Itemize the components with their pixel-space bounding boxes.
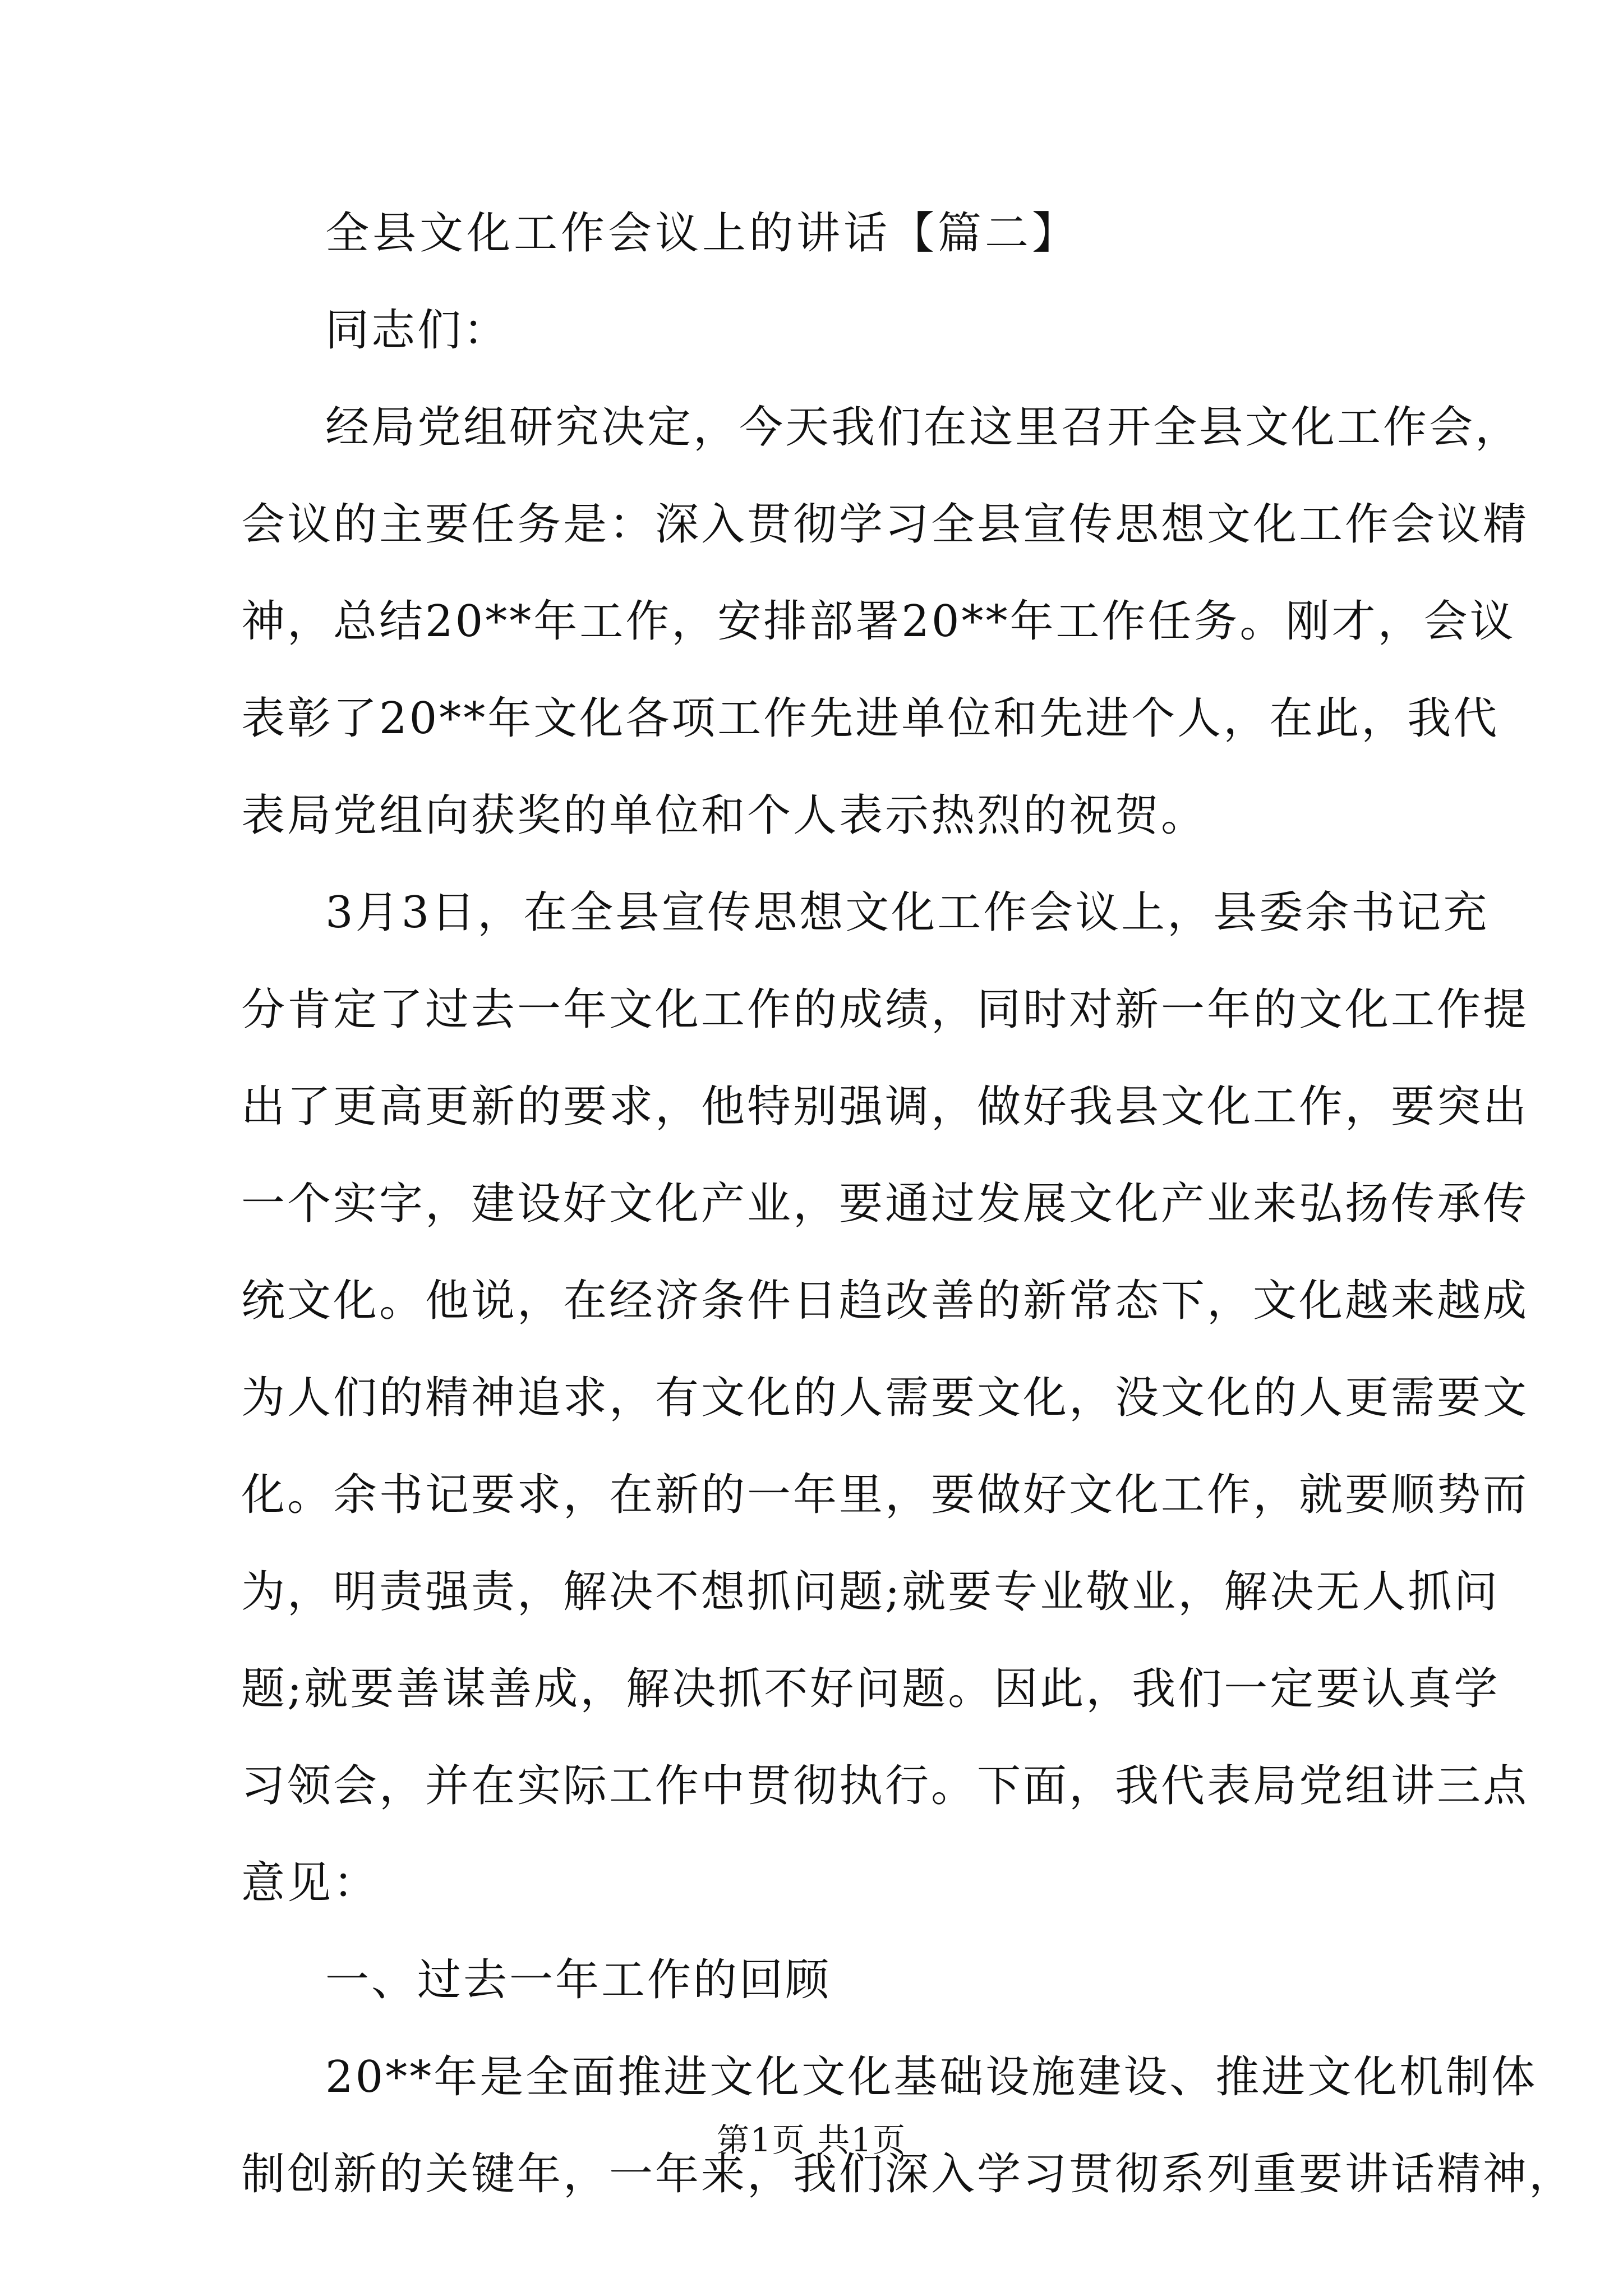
- paragraph-line: 一个实字，建设好文化产业，要通过发展文化产业来弘扬传承传: [241, 1179, 1529, 1229]
- page-footer: 第1页 共1页: [716, 2121, 907, 2159]
- paragraph-line: 化。余书记要求，在新的一年里，要做好文化工作，就要顺势而: [241, 1470, 1529, 1520]
- paragraph-line: 出了更高更新的要求，他特别强调，做好我县文化工作，要突出: [241, 1082, 1529, 1132]
- paragraph-line: 表局党组向获奖的单位和个人表示热烈的祝贺。: [241, 790, 1207, 841]
- paragraph-line: 经局党组研究决定，今天我们在这里召开全县文化工作会，: [325, 402, 1521, 453]
- paragraph-line: 题;就要善谋善成，解决抓不好问题。因此，我们一定要认真学: [241, 1664, 1500, 1714]
- paragraph-line: 意见：: [241, 1858, 380, 1908]
- paragraph-line: 分肯定了过去一年文化工作的成绩，同时对新一年的文化工作提: [241, 984, 1529, 1035]
- paragraph-line: 神，总结20**年工作，安排部署20**年工作任务。刚才，会议: [241, 596, 1516, 647]
- paragraph-line: 制创新的关键年，一年来，我们深入学习贯彻系列重要讲话精神，: [241, 2149, 1575, 2200]
- document-title: 全县文化工作会议上的讲话【篇二】: [325, 208, 1080, 259]
- paragraph-1: [241, 379, 1529, 864]
- paragraph-line: 3月3日，在全县宣传思想文化工作会议上，县委余书记充: [325, 887, 1490, 938]
- document-body: [241, 185, 1575, 2223]
- paragraph-line: 20**年是全面推进文化文化基础设施建设、推进文化机制体: [325, 2052, 1538, 2102]
- paragraph-line: 为人们的精神追求，有文化的人需要文化，没文化的人更需要文: [241, 1373, 1529, 1423]
- paragraph-line: 统文化。他说，在经济条件日趋改善的新常态下，文化越来越成: [241, 1276, 1529, 1326]
- paragraph-line: 习领会，并在实际工作中贯彻执行。下面，我代表局党组讲三点: [241, 1761, 1529, 1811]
- greeting: 同志们：: [325, 305, 510, 356]
- paragraph-line: 会议的主要任务是：深入贯彻学习全县宣传思想文化工作会议精: [241, 499, 1529, 550]
- section-heading: 一、过去一年工作的回顾: [325, 1955, 832, 2005]
- paragraph-line: 表彰了20**年文化各项工作先进单位和先进个人，在此，我代: [241, 693, 1500, 744]
- paragraph-2: [241, 864, 1529, 1932]
- paragraph-line: 为，明责强责，解决不想抓问题;就要专业敬业，解决无人抓问: [241, 1567, 1500, 1617]
